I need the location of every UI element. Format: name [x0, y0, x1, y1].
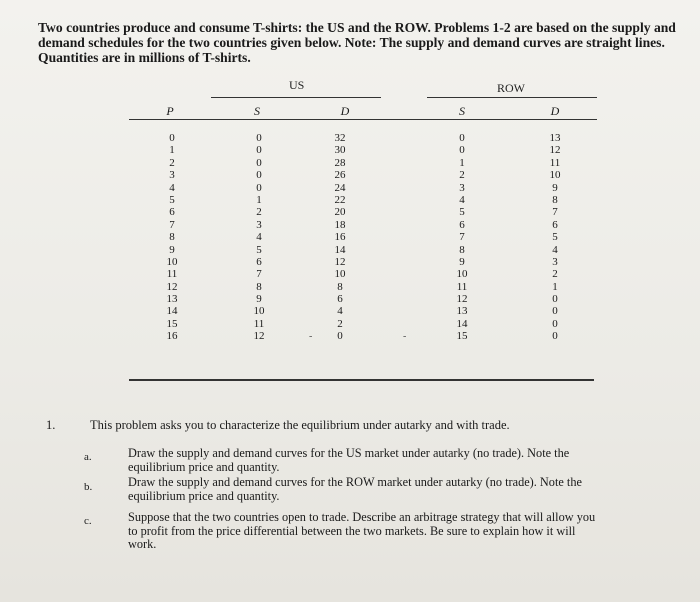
table-cell: 15	[166, 317, 178, 330]
table-cell: 0	[552, 317, 558, 330]
group-header-us: US	[289, 78, 305, 92]
table-cell: 5	[169, 193, 175, 206]
table-cell: 9	[169, 243, 175, 256]
table-cell: 28	[334, 156, 346, 169]
table-cell: 4	[459, 193, 465, 206]
price-column	[157, 132, 187, 343]
table-cell: 24	[334, 181, 346, 194]
table-cell: 0	[256, 144, 262, 157]
table-cell: 4	[169, 181, 175, 194]
table-cell: 1	[169, 144, 175, 157]
table-cell: 22	[334, 193, 346, 206]
col-header-us-demand: D	[340, 104, 350, 118]
table-cell: 16	[334, 231, 346, 244]
table-bottom-rule	[129, 379, 594, 381]
item-c-line-1: Suppose that the two countries open to trade. Describe an arbitrage strategy that will allow you	[128, 510, 596, 524]
table-cell: 15	[456, 330, 468, 343]
table-cell: 12	[166, 280, 178, 293]
table-cell: 0	[552, 293, 558, 306]
us-group-rule	[211, 97, 381, 98]
table-cell: 18	[334, 218, 346, 231]
table-cell: 14	[166, 305, 178, 318]
stray-mark-2: -	[403, 331, 407, 342]
table-cell: 12	[549, 144, 561, 157]
table-cell: 0	[552, 330, 558, 343]
item-c-line-2: to profit from the price differential between the two markets. Be sure to explain how it will	[128, 523, 576, 538]
intro-line-2: demand schedules for the two countries given below. Note: The supply and demand curves are straight lines.	[38, 35, 665, 50]
col-header-price: P	[166, 104, 174, 118]
table-cell: 0	[256, 156, 262, 169]
table-cell: 7	[552, 206, 558, 219]
table-cell: 2	[337, 317, 343, 330]
table-cell: 8	[169, 231, 175, 244]
table-cell: 6	[552, 218, 558, 231]
table-cell: 30	[334, 144, 346, 157]
item-b-line-2: equilibrium price and quantity.	[128, 488, 280, 503]
intro-line-3: Quantities are in millions of T-shirts.	[38, 50, 251, 65]
table-cell: 13	[166, 293, 178, 306]
table-cell: 2	[169, 156, 175, 169]
table-cell: 11	[456, 280, 468, 293]
table-cell: 4	[256, 231, 262, 244]
table-cell: 9	[459, 255, 465, 268]
table-cell: 2	[552, 268, 558, 281]
intro-line-1: Two countries produce and consume T-shirts: the US and the ROW. Problems 1-2 are based on the supply and	[38, 20, 676, 35]
stray-mark-1: -	[309, 331, 313, 342]
table-cell: 2	[256, 206, 262, 219]
item-a-text	[128, 447, 668, 474]
table-cell: 8	[256, 280, 262, 293]
item-b-line-1: Draw the supply and demand curves for the ROW market under autarky (no trade). Note the	[128, 475, 582, 489]
table-cell: 6	[256, 255, 262, 268]
table-cell: 7	[256, 268, 262, 281]
table-cell: 8	[337, 280, 343, 293]
table-cell: 3	[256, 218, 262, 231]
table-cell: 5	[459, 206, 465, 219]
col-header-row-supply: S	[459, 104, 465, 118]
table-cell: 10	[456, 268, 468, 281]
col-header-row-demand: D	[550, 104, 560, 118]
table-cell: 0	[256, 169, 262, 182]
table-cell: 14	[334, 243, 346, 256]
table-cell: 4	[337, 305, 343, 318]
table-cell: 7	[459, 231, 465, 244]
table-cell: 32	[334, 132, 346, 144]
table-cell: 12	[456, 293, 468, 306]
table-cell: 16	[166, 330, 178, 343]
table-cell: 3	[169, 169, 175, 182]
table-cell: 10	[334, 268, 346, 281]
table-cell: 9	[256, 293, 262, 306]
table-cell: 20	[334, 206, 346, 219]
table-cell: 1	[459, 156, 465, 169]
item-a-label: a.	[84, 451, 92, 463]
item-c-label: c.	[84, 515, 92, 527]
us-supply-column	[244, 132, 274, 343]
table-cell: 10	[166, 255, 178, 268]
table-cell: 1	[552, 280, 558, 293]
table-cell: 7	[169, 218, 175, 231]
table-cell: 10	[549, 169, 561, 182]
table-cell: 0	[459, 144, 465, 157]
table-cell: 0	[256, 132, 262, 144]
row-group-rule	[427, 97, 597, 98]
table-cell: 26	[334, 169, 346, 182]
table-cell: 0	[169, 132, 175, 144]
table-cell: 8	[552, 193, 558, 206]
intro-paragraph	[38, 20, 678, 65]
table-cell: 3	[459, 181, 465, 194]
table-cell: 11	[253, 317, 265, 330]
table-cell: 0	[552, 305, 558, 318]
table-cell: 11	[166, 268, 178, 281]
table-cell: 3	[552, 255, 558, 268]
table-cell: 13	[549, 132, 561, 144]
table-cell: 9	[552, 181, 558, 194]
item-c-line-3: work.	[128, 537, 157, 552]
item-b-text	[128, 476, 668, 503]
table-cell: 4	[552, 243, 558, 256]
item-b-label: b.	[84, 481, 93, 493]
table-cell: 13	[456, 305, 468, 318]
table-cell: 6	[459, 218, 465, 231]
row-supply-column	[447, 132, 477, 343]
item-a-line-1: Draw the supply and demand curves for the US market under autarky (no trade). Note the	[128, 446, 570, 460]
row-demand-column	[540, 132, 570, 343]
question-number: 1.	[46, 418, 56, 432]
table-cell: 12	[253, 330, 265, 343]
table-header-rule	[129, 119, 597, 120]
table-cell: 6	[169, 206, 175, 219]
table-cell: 12	[334, 255, 346, 268]
table-cell: 5	[552, 231, 558, 244]
table-cell: 8	[459, 243, 465, 256]
item-c-text	[128, 511, 668, 552]
table-cell: 1	[256, 193, 262, 206]
table-cell: 0	[256, 181, 262, 194]
table-cell: 6	[337, 293, 343, 306]
table-cell: 2	[459, 169, 465, 182]
col-header-us-supply: S	[254, 104, 260, 118]
us-demand-column	[325, 132, 355, 343]
group-header-row: ROW	[497, 81, 525, 95]
table-cell: 5	[256, 243, 262, 256]
item-a-line-2: equilibrium price and quantity.	[128, 459, 280, 474]
table-cell: 0	[459, 132, 465, 144]
question-text: This problem asks you to characterize the equilibrium under autarky and with trade.	[90, 418, 510, 432]
table-cell: 0	[337, 330, 343, 343]
table-cell: 10	[253, 305, 265, 318]
table-cell: 14	[456, 317, 468, 330]
table-cell: 11	[549, 156, 561, 169]
